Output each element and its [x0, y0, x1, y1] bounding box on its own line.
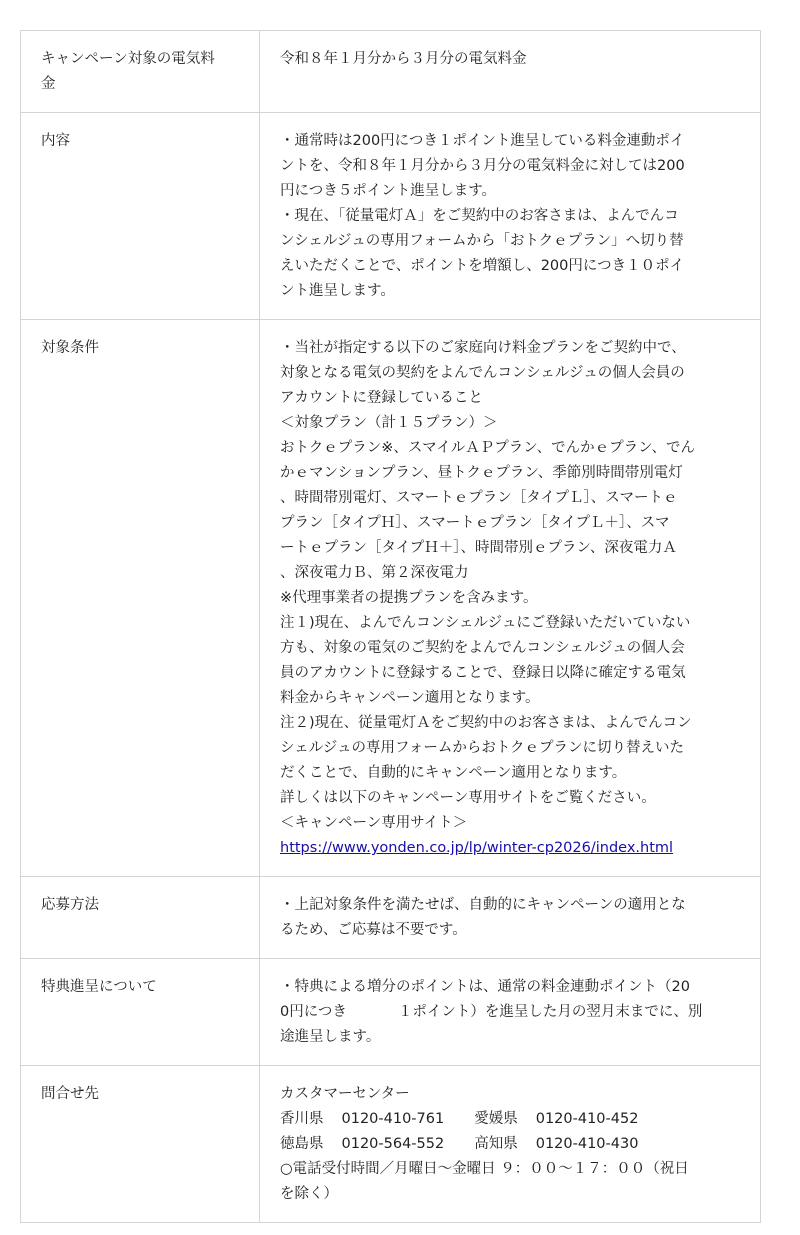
row-value-target-bill: [260, 31, 761, 112]
campaign-info-table: [20, 30, 761, 1223]
row-header-line: 問合せ先: [41, 1086, 99, 1102]
row-value-content: [260, 113, 761, 319]
prefecture-name: 愛媛県: [474, 1111, 518, 1127]
table-row-benefit: [21, 959, 761, 1066]
prefecture-name: 香川県: [280, 1111, 324, 1127]
row-value-line: ンシェルジュの専用フォームから「おトクｅプラン」へ切り替: [280, 233, 684, 249]
row-value-line: ント進呈します。: [280, 283, 395, 299]
row-value-line: るため、ご応募は不要です。: [280, 922, 467, 938]
row-value-line: かｅマンションプラン、昼トクｅプラン、季節別時間帯別電灯: [280, 465, 683, 481]
table-row-target-bill: [21, 31, 761, 113]
row-header-application: [21, 877, 260, 958]
row-value-line: 対象となる電気の契約をよんでんコンシェルジュの個人会員の: [280, 365, 685, 381]
row-value-line: 途進呈します。: [280, 1029, 381, 1045]
row-header-line: 対象条件: [41, 340, 99, 356]
reception-hours-line: ○電話受付時間／月曜日～金曜日 ９：００～１７：００（祝日: [280, 1161, 689, 1177]
row-value-contact: [260, 1066, 761, 1222]
row-value-line: えいただくことで、ポイントを増額し、200円につき１０ポイ: [280, 258, 685, 274]
row-header-line: 応募方法: [41, 897, 99, 913]
row-header-benefit: [21, 959, 260, 1065]
row-value-line: ・上記対象条件を満たせば、自動的にキャンペーンの適用とな: [280, 897, 686, 913]
campaign-link-line: [280, 836, 744, 861]
row-value-line: 員のアカウントに登録することで、登録日以降に確定する電気: [280, 665, 686, 681]
row-value-line: プラン［タイプＨ］、スマートｅプラン［タイプＬ＋］、スマ: [280, 515, 670, 531]
row-header-contact: [21, 1066, 260, 1222]
row-value-line: 円につき５ポイント進呈します。: [280, 183, 497, 199]
campaign-site-link[interactable]: https://www.yonden.co.jp/lp/winter-cp2026/index.html: [280, 840, 674, 856]
phone-number[interactable]: 0120-410-430: [535, 1136, 639, 1152]
row-header-line: 金: [41, 76, 56, 92]
table-row-contact: [21, 1066, 761, 1223]
benefit-text-part: １ポイント）を進呈した月の翌月末までに、別: [397, 1004, 703, 1020]
row-value-line: ・特典による増分のポイントは、通常の料金連動ポイント（20: [280, 979, 690, 995]
row-value-line: ＜キャンペーン専用サイト＞: [280, 815, 468, 831]
table-row-content: [21, 113, 761, 320]
row-value-line: 詳しくは以下のキャンペーン専用サイトをご覧ください。: [280, 790, 656, 806]
row-value-conditions: [260, 320, 761, 876]
row-value-line: ・現在、「従量電灯Ａ」をご契約中のお客さまは、よんでんコ: [280, 208, 679, 224]
row-header-line: 内容: [41, 133, 70, 149]
prefecture-name: 徳島県: [280, 1136, 324, 1152]
contact-line: [280, 1107, 744, 1132]
contact-line: [280, 1132, 744, 1157]
row-value-line: 、深夜電力Ｂ、第２深夜電力: [280, 565, 469, 581]
phone-number[interactable]: 0120-410-452: [535, 1111, 639, 1127]
row-value-line: 注１)現在、よんでんコンシェルジュにご登録いただいていない: [280, 615, 691, 631]
row-value-application: [260, 877, 761, 958]
row-value-line: ・通常時は200円につき１ポイント進呈している料金連動ポイ: [280, 133, 685, 149]
row-value-line: ※代理事業者の提携プランを含みます。: [280, 590, 538, 606]
phone-number[interactable]: 0120-564-552: [341, 1136, 445, 1152]
row-value-line: [280, 1000, 744, 1025]
row-header-target-bill: [21, 31, 260, 112]
row-value-line: 方も、対象の電気のご契約をよんでんコンシェルジュの個人会: [280, 640, 685, 656]
prefecture-name: 高知県: [474, 1136, 518, 1152]
table-row-conditions: [21, 320, 761, 877]
row-value-line: ートｅプラン［タイプＨ＋］、時間帯別ｅプラン、深夜電力Ａ: [280, 540, 677, 556]
phone-number[interactable]: 0120-410-761: [341, 1111, 445, 1127]
benefit-text-part: 0円につき: [280, 1004, 347, 1020]
row-value-line: 注２)現在、従量電灯Ａをご契約中のお客さまは、よんでんコン: [280, 715, 692, 731]
row-value-benefit: [260, 959, 761, 1065]
reception-hours-line: を除く）: [280, 1186, 338, 1202]
row-value-line: ＜対象プラン（計１５プラン）＞: [280, 415, 498, 431]
row-header-content: [21, 113, 260, 319]
row-value-line: 、時間帯別電灯、スマートｅプラン［タイプＬ］、スマートｅ: [280, 490, 678, 506]
row-value-line: 令和８年１月分から３月分の電気料金: [280, 51, 527, 67]
contact-center-title: カスタマーセンター: [280, 1086, 410, 1102]
table-row-application: [21, 877, 761, 959]
row-value-line: シェルジュの専用フォームからおトクｅプランに切り替えいた: [280, 740, 685, 756]
row-value-line: 料金からキャンペーン適用となります。: [280, 690, 540, 706]
row-value-line: ・当社が指定する以下のご家庭向け料金プランをご契約中で、: [280, 340, 686, 356]
row-value-line: おトクｅプラン※、スマイルＡＰプラン、でんかｅプラン、でん: [280, 440, 695, 456]
row-header-line: キャンペーン対象の電気料: [41, 51, 215, 67]
row-header-conditions: [21, 320, 260, 876]
row-value-line: アカウントに登録していること: [280, 390, 483, 406]
row-header-line: 特典進呈について: [41, 979, 157, 995]
row-value-line: ントを、令和８年１月分から３月分の電気料金に対しては200: [280, 158, 685, 174]
row-value-line: だくことで、自動的にキャンペーン適用となります。: [280, 765, 627, 781]
